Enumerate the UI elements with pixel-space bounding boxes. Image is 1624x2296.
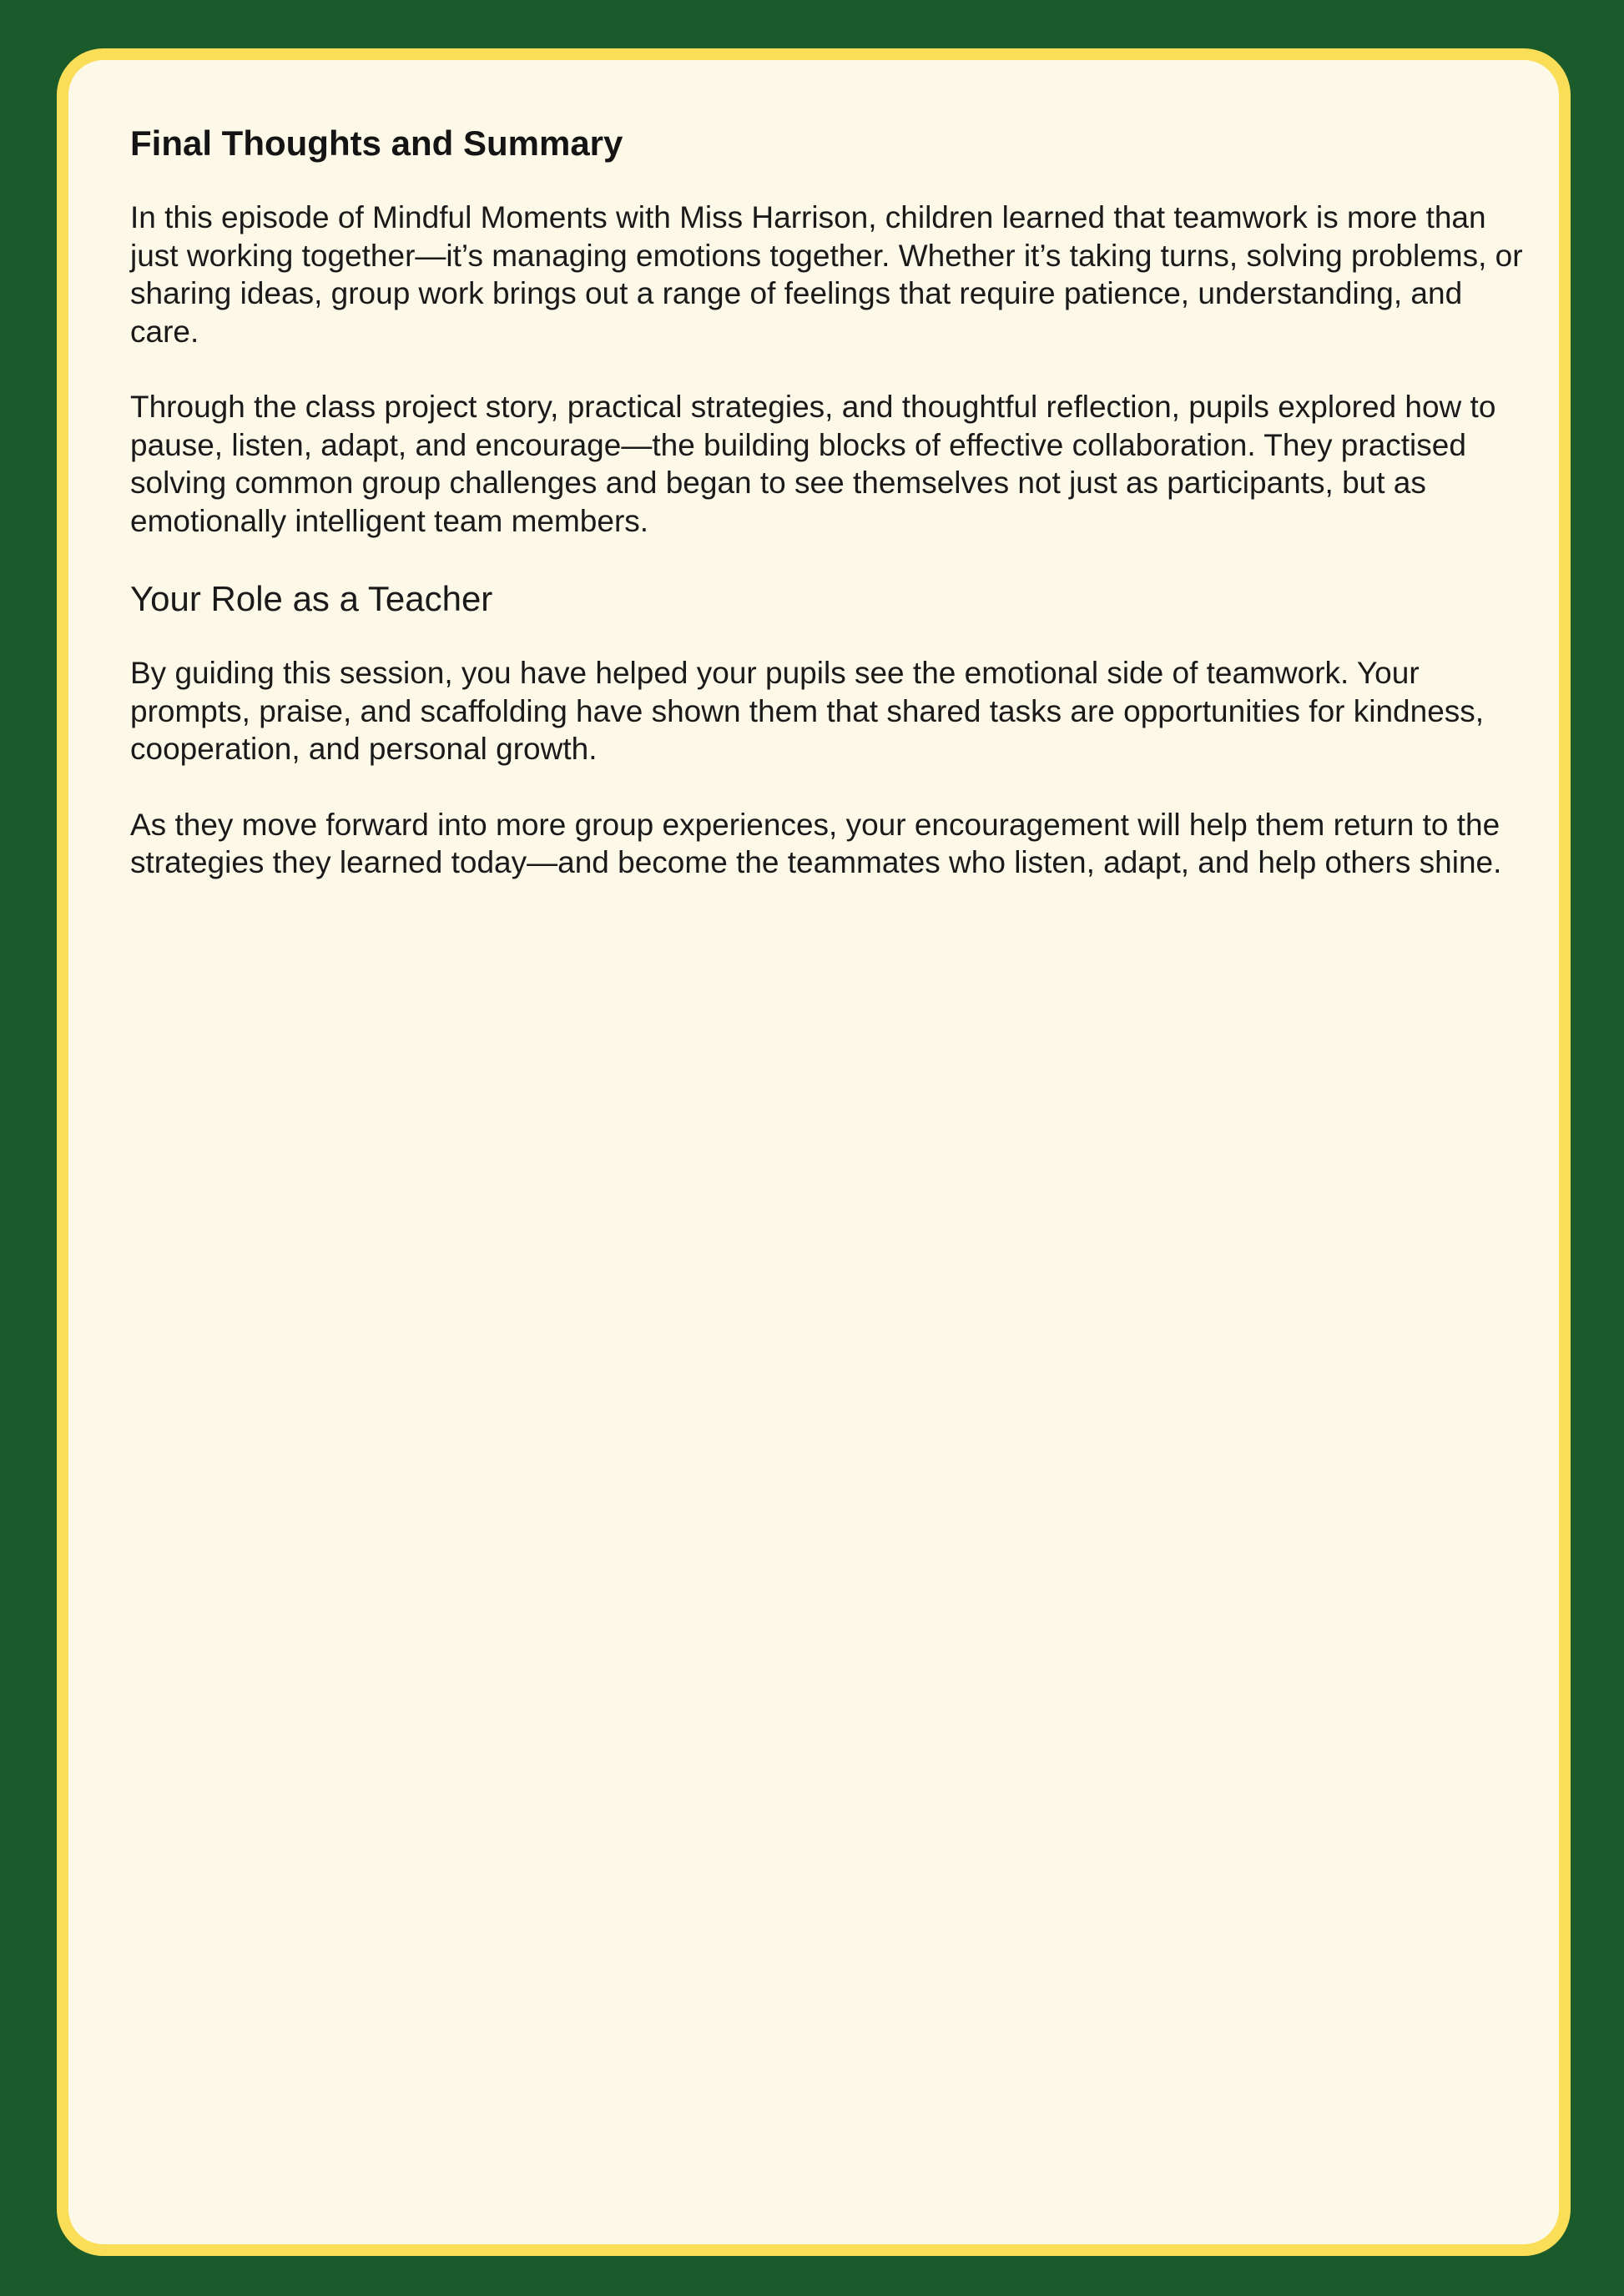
content-card	[57, 48, 1571, 2256]
teacher-role-paragraph-2: As they move forward into more group experiences, your encouragement will help them return to the strategies they learned today—and become the teammates who listen, adapt, and help others shine.	[130, 807, 1502, 879]
summary-paragraph-2: Through the class project story, practical strategies, and thoughtful reflection, pupils explored how to pause, listen, adapt, and encourage—the building blocks of effective collaboration. They practised solving common group challenges and began to see themselves not just as participants, but as emotionally intelligent team members.	[130, 390, 1496, 538]
teacher-role-paragraph-1: By guiding this session, you have helped your pupils see the emotional side of teamwork. Your prompts, praise, and scaffolding have shown them that shared tasks are opportunities for kindness, cooperation, and personal growth.	[130, 656, 1485, 766]
summary-paragraph-1: In this episode of Mindful Moments with Miss Harrison, children learned that teamwork is more than just working together—it’s managing emotions together. Whether it’s taking turns, solving problems, or sharing ideas, group work brings out a range of feelings that require patience, understanding, and care.	[130, 200, 1523, 349]
section-heading-teacher-role: Your Role as a Teacher	[130, 579, 493, 618]
page-title: Final Thoughts and Summary	[130, 123, 623, 163]
document-body	[130, 120, 1532, 882]
